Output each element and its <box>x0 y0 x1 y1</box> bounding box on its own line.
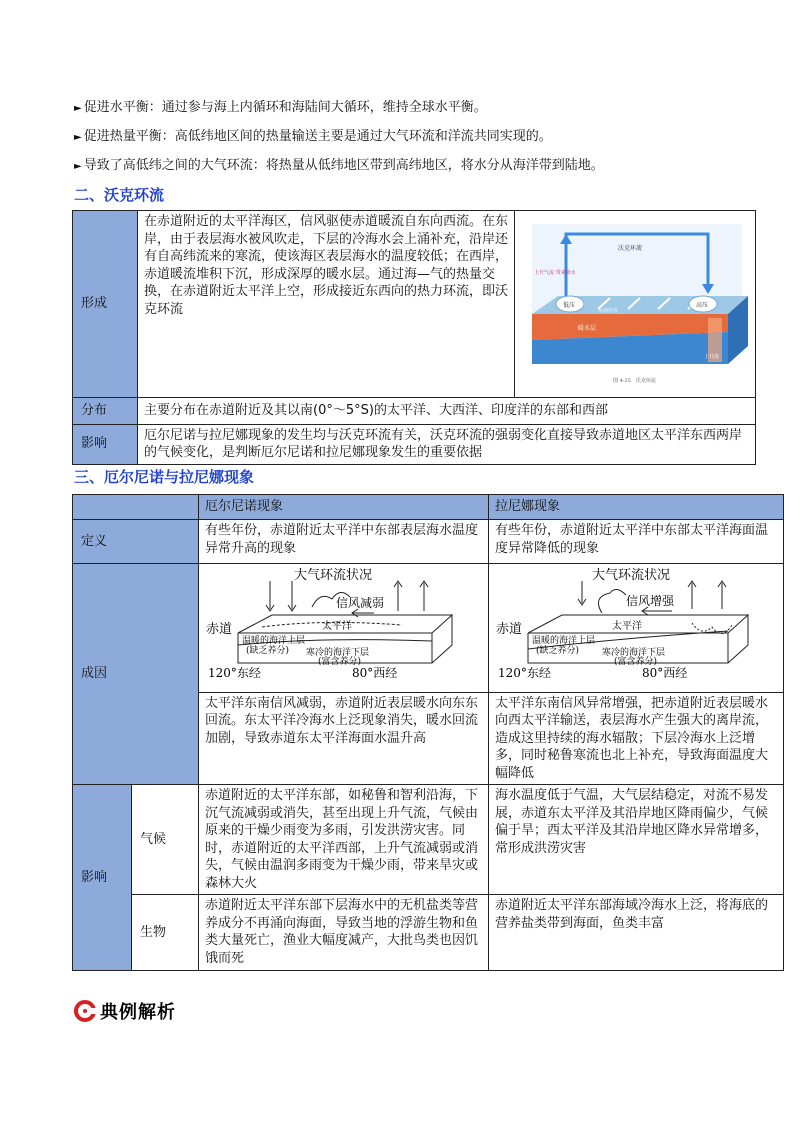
elnino-cold-sub: (富含养分) <box>318 657 362 667</box>
row-label-impact: 影响 <box>73 785 132 971</box>
walker-label: 沃克环流 <box>618 245 643 252</box>
lanina-biology-text: 赤道附近太平洋东部海域冷海水上泛，将海底的营养盐类带到海面，鱼类丰富 <box>489 895 784 971</box>
section-heading-walker: 二、沃克环流 <box>74 186 165 204</box>
impact-text: 厄尔尼诺与拉尼娜现象的发生均与沃克环流有关，沃克环流的强弱变化直接导致赤道地区太平洋东西两岸的气候变化，是判断厄尔尼诺和拉尼娜现象发生的重要依据 <box>138 424 756 464</box>
lanina-warm-label: 温暖的海洋上层 <box>532 636 596 646</box>
row-label-distribution: 分布 <box>73 397 138 424</box>
example-analysis-text: 典例解析 <box>100 1002 176 1023</box>
lanina-lon-west: 120°东经 <box>498 666 551 680</box>
elnino-lon-west: 120°东经 <box>208 666 261 680</box>
lanina-pacific-label: 太平洋 <box>612 621 642 632</box>
corner-cell <box>73 495 199 520</box>
lanina-equator-label: 赤道 <box>496 622 523 637</box>
warm-layer-label: 暖水层 <box>578 325 597 332</box>
distribution-text: 主要分布在赤道附近及其以南(0°～5°S)的太平洋、大西洋、印度洋的东部和西部 <box>138 397 756 424</box>
lanina-climate-text: 海水温度低于气温，大气层结稳定，对流不易发展，赤道东太平洋及其沿岸地区降雨偏少，气候偏于旱；西太平洋及其沿岸地区降水异常增多，常形成洪涝灾害 <box>489 785 784 895</box>
elnino-warm-label: 温暖的海洋上层 <box>242 636 306 646</box>
bullet-text: 导致了高低纬之间的大气环流：将热量从低纬地区带到高纬地区，将水分从海洋带到陆地。 <box>83 158 604 173</box>
row-label-biology: 生物 <box>132 895 199 971</box>
bullet-water-balance: ► 促进水平衡：通过参与海上内循环和海陆间大循环，维持全球水平衡。 <box>74 100 487 115</box>
bullet-circulation: ► 导致了高低纬之间的大气环流：将热量从低纬地区带到高纬地区，将水分从海洋带到陆地。 <box>74 158 604 173</box>
lanina-cold-sub: (富含养分) <box>614 657 658 667</box>
elnino-climate-text: 赤道附近的太平洋东部，如秘鲁和智利沿海，下沉气流减弱或消失，甚至出现上升气流，气候由原来的干燥少雨变为多雨，引发洪涝灾害。同时，赤道附近的太平洋西部，上升气流减弱或消失，气候由温润多雨变为干燥少雨，带来旱灾或森林大火 <box>199 785 489 895</box>
lanina-definition: 有些年份，赤道附近太平洋中东部太平洋海面温度异常降低的现象 <box>489 520 784 564</box>
walker-figure-cell <box>515 211 756 398</box>
elnino-atm-label: 大气环流状况 <box>294 568 373 583</box>
col-head-lanina: 拉尼娜现象 <box>489 495 784 520</box>
trade-wind-label: 东南信风 <box>598 308 619 314</box>
elnino-cold-label: 寒冷的海洋下层 <box>306 648 370 658</box>
lanina-figure-cell <box>489 564 784 693</box>
row-label-formation: 形成 <box>73 211 138 398</box>
elnino-biology-text: 赤道附近太平洋东部下层海水中的无机盐类等营养成分不再涌向海面，导致当地的浮游生物和鱼类大量死亡，渔业大幅度减产，大批鸟类也因饥饿而死 <box>199 895 489 971</box>
example-analysis-title <box>74 998 176 1024</box>
low-pressure-label: 低压 <box>563 302 576 309</box>
lanina-cold-label: 寒冷的海洋下层 <box>602 648 666 658</box>
row-label-definition: 定义 <box>73 520 199 564</box>
elnino-cause-text: 太平洋东南信风减弱，赤道附近表层暖水向东东回流。东太平洋冷海水上泛现象消失，暖水回流加剧，导致赤道东太平洋海面水温升高 <box>199 692 489 785</box>
lanina-atm-label: 大气环流状况 <box>592 568 671 583</box>
elnino-lon-east: 80°西经 <box>352 666 398 680</box>
elnino-pacific-label: 太平洋 <box>322 621 352 632</box>
section-heading-enso: 三、厄尔尼诺与拉尼娜现象 <box>74 468 255 486</box>
row-label-climate: 气候 <box>132 785 199 895</box>
bullet-text: 促进水平衡：通过参与海上内循环和海陆间大循环，维持全球水平衡。 <box>83 100 487 115</box>
enso-table <box>72 494 784 971</box>
elnino-equator-label: 赤道 <box>206 622 233 637</box>
lanina-cause-text: 太平洋东南信风异常增强，把赤道附近表层暖水向西太平洋输送，表层海水产生强大的离岸流，造成这里持续的海水辐散；下层冷海水上泛增多，同时秘鲁寒流也北上补充，导致海面温度大幅降低 <box>489 692 784 785</box>
walker-diagram <box>518 214 751 388</box>
elnino-diagram <box>202 567 484 683</box>
walker-caption: 图 4-25 沃克环流 <box>613 378 656 384</box>
row-label-impact: 影响 <box>73 424 138 464</box>
elnino-figure-cell <box>199 564 489 693</box>
rising-air-label: 上升气流 带来降水 <box>534 270 576 276</box>
elnino-warm-sub: (缺乏养分) <box>246 646 290 656</box>
lanina-diagram <box>492 567 779 683</box>
col-head-elnino: 厄尔尼诺现象 <box>199 495 489 520</box>
row-label-cause: 成因 <box>73 564 199 785</box>
lanina-lon-east: 80°西经 <box>642 666 688 680</box>
elnino-wind-label: 信风减弱 <box>336 596 385 610</box>
bullet-text: 促进热量平衡：高低纬地区间的热量输送主要是通过大气环流和洋流共同实现的。 <box>83 129 552 144</box>
section-logo-icon <box>74 1000 96 1022</box>
lanina-wind-label: 信风增强 <box>626 594 675 608</box>
high-pressure-label: 高压 <box>696 302 709 309</box>
elnino-definition: 有些年份，赤道附近太平洋中东部表层海水温度异常升高的现象 <box>199 520 489 564</box>
formation-text: 在赤道附近的太平洋海区，信风驱使赤道暖流自东向西流。在东岸，由于表层海水被风吹走，下层的冷海水会上涌补充，沿岸还有自高纬流来的寒流，使该海区表层海水的温度较低；在西岸，赤道暖流堆积下沉，形成深厚的暖水层。通过海—气的热量交换，在赤道附近太平洋上空，形成接近东西向的热力环流，即沃克环流 <box>138 211 515 398</box>
walker-table <box>72 210 756 465</box>
upwelling-label: 上升流 <box>704 354 720 360</box>
bullet-heat-balance: ► 促进热量平衡：高低纬地区间的热量输送主要是通过大气环流和洋流共同实现的。 <box>74 129 552 144</box>
lanina-warm-sub: (缺乏养分) <box>536 646 580 656</box>
